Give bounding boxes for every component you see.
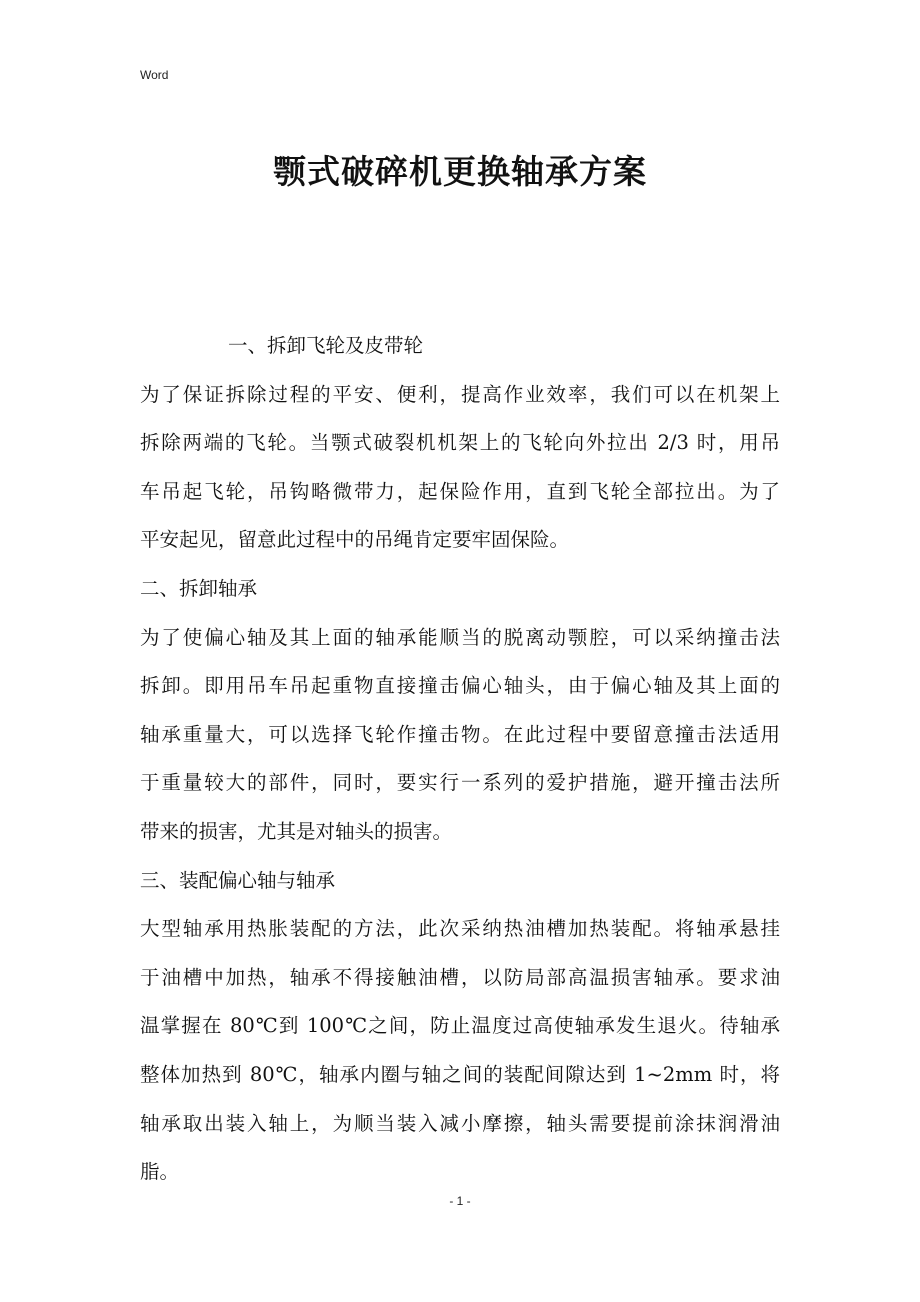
- paragraph-line: 脂。: [140, 1160, 180, 1184]
- paragraph-line: 平安起见，留意此过程中的吊绳肯定要牢固保险。: [140, 528, 570, 552]
- paragraph-line: 车吊起飞轮，吊钩略微带力，起保险作用，直到飞轮全部拉出。为了: [140, 479, 780, 503]
- section-heading-1: 一、拆卸飞轮及皮带轮: [228, 334, 424, 357]
- paragraph-line: 于油槽中加热，轴承不得接触油槽，以防局部高温损害轴承。要求油: [140, 965, 780, 989]
- paragraph-line: 轴承重量大，可以选择飞轮作撞击物。在此过程中要留意撞击法适用: [140, 722, 780, 746]
- paragraph-line: 轴承取出装入轴上，为顺当装入减小摩擦，轴头需要提前涂抹润滑油: [140, 1111, 780, 1135]
- paragraph-line: 整体加热到 80℃，轴承内圈与轴之间的装配间隙达到 1~2mm 时，将: [140, 1062, 780, 1086]
- paragraph-line: 为了使偏心轴及其上面的轴承能顺当的脱离动颚腔，可以采纳撞击法: [140, 625, 780, 649]
- section-heading-2: 二、拆卸轴承: [140, 576, 258, 600]
- paragraph-line: 于重量较大的部件，同时，要实行一系列的爱护措施，避开撞击法所: [140, 771, 780, 795]
- document-body: [140, 322, 780, 1197]
- paragraph-line: 为了保证拆除过程的平安、便利，提高作业效率，我们可以在机架上: [140, 382, 780, 406]
- paragraph-line: 温掌握在 80℃到 100℃之间，防止温度过高使轴承发生退火。待轴承: [140, 1014, 780, 1038]
- document-title: 颚式破碎机更换轴承方案: [273, 152, 647, 191]
- paragraph-line: 带来的损害，尤其是对轴头的损害。: [140, 819, 453, 843]
- paragraph-line: 大型轴承用热胀装配的方法，此次采纳热油槽加热装配。将轴承悬挂: [140, 917, 780, 941]
- page-number: - 1 -: [449, 1194, 471, 1208]
- header-label: Word: [140, 68, 169, 82]
- paragraph-line: 拆卸。即用吊车吊起重物直接撞击偏心轴头，由于偏心轴及其上面的: [140, 674, 780, 698]
- paragraph-line: 拆除两端的飞轮。当颚式破裂机机架上的飞轮向外拉出 2/3 时，用吊: [140, 431, 780, 455]
- section-heading-3: 三、装配偏心轴与轴承: [140, 868, 336, 892]
